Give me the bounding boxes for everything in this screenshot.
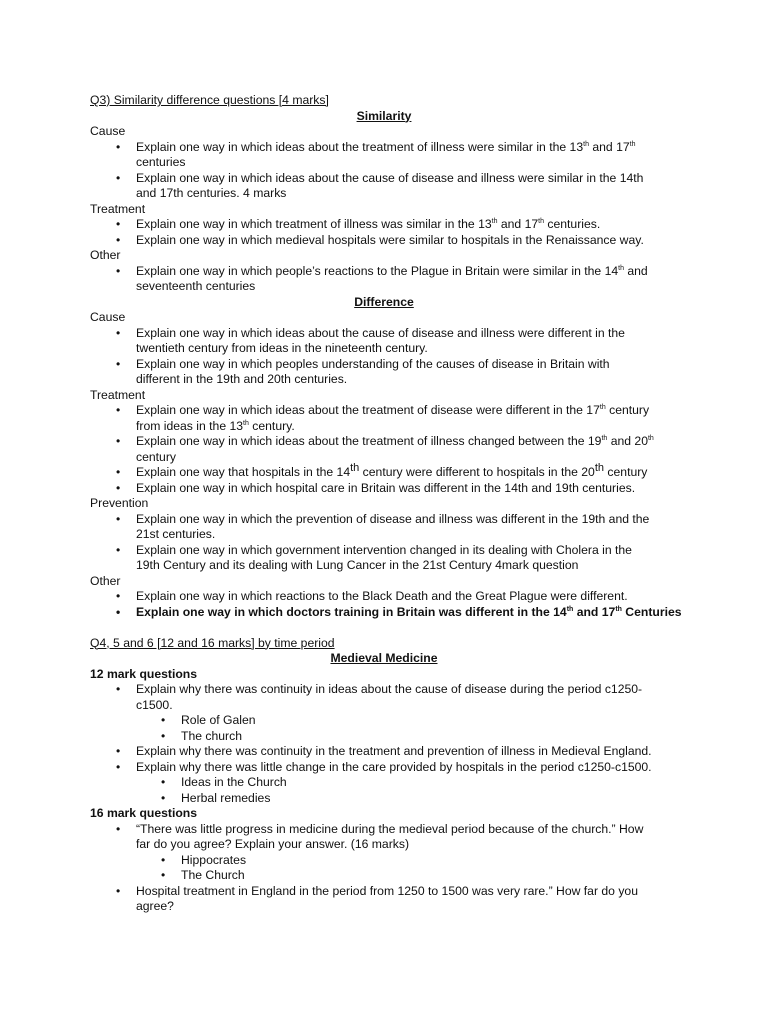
sub-list-item: • Hippocrates — [90, 853, 690, 869]
sim-other-label: Other — [90, 248, 121, 262]
list-item: • Explain one way in which hospital care in Britain was different in the 14th and 19th centuries. — [90, 481, 690, 497]
sub-list-item: • Role of Galen — [90, 713, 690, 729]
diff-other-label: Other — [90, 573, 121, 588]
list-item: • Explain one way in which ideas about the treatment of illness were similar in the 13th and 17th — [90, 140, 690, 156]
list-item: • Explain one way in which doctors training in Britain was different in the 14th and 17th Centuries — [90, 605, 690, 621]
list-item: • “There was little progress in medicine during the medieval period because of the church.” How — [90, 822, 690, 838]
q3-heading: Q3) Similarity difference questions [4 marks] — [90, 93, 329, 107]
difference-title: Difference — [354, 294, 414, 309]
list-item: • Explain one way in which government intervention changed in its dealing with Cholera in the — [90, 543, 690, 559]
spacer — [90, 620, 690, 636]
list-item-cont: seventeenth centuries — [136, 279, 256, 293]
sim-treatment-label: Treatment — [90, 201, 146, 216]
list-item: • Explain why there was continuity in ideas about the cause of disease during the period c1250- — [90, 682, 690, 698]
list-item: • Explain one way in which people’s reactions to the Plague in Britain were similar in the 14th and — [90, 264, 690, 280]
sim-cause-label: Cause — [90, 124, 126, 138]
list-item-cont: 21st centuries. — [136, 527, 216, 541]
list-item-cont: centuries — [136, 155, 186, 169]
list-item: • Explain one way in which peoples understanding of the causes of disease in Britain with — [90, 357, 690, 373]
sixteen-mark-label: 16 mark questions — [90, 806, 198, 820]
list-item: • Explain one way that hospitals in the 14th century were different to hospitals in the 20th century — [90, 465, 690, 481]
list-item: • Explain one way in which treatment of illness was similar in the 13th and 17th centuries. — [90, 217, 690, 233]
list-item: • Explain one way in which ideas about the treatment of illness changed between the 19th and 20th — [90, 434, 690, 450]
list-item: • Explain one way in which ideas about the cause of disease and illness were similar in the 14th — [90, 171, 690, 187]
diff-treatment-label: Treatment — [90, 387, 146, 402]
sub-list-item: • Ideas in the Church — [90, 775, 690, 791]
diff-prevention-label: Prevention — [90, 496, 149, 510]
list-item: • Explain why there was continuity in the treatment and prevention of illness in Medieval England. — [90, 744, 690, 760]
list-item: • Explain one way in which ideas about the cause of disease and illness were different in the — [90, 326, 690, 342]
list-item: • Explain one way in which the prevention of disease and illness was different in the 19th and the — [90, 512, 690, 528]
sub-list-item: • The church — [90, 729, 690, 745]
list-item: • Explain one way in which ideas about the treatment of disease were different in the 17th century — [90, 403, 690, 419]
q4-heading: Q4, 5 and 6 [12 and 16 marks] by time period — [90, 635, 335, 650]
list-item-cont: twentieth century from ideas in the nineteenth century. — [136, 341, 428, 355]
list-item: • Explain one way in which medieval hospitals were similar to hospitals in the Renaissance way. — [90, 233, 690, 249]
sub-list-item: • The Church — [90, 868, 690, 884]
list-item-cont: far do you agree? Explain your answer. (16 marks) — [136, 837, 409, 851]
list-item-cont: agree? — [136, 899, 174, 913]
list-item-cont: 19th Century and its dealing with Lung Cancer in the 21st Century 4mark question — [136, 558, 579, 572]
list-item-cont: different in the 19th and 20th centuries. — [136, 372, 348, 386]
list-item-cont: from ideas in the 13th century. — [136, 418, 295, 433]
sub-list-item: • Herbal remedies — [90, 791, 690, 807]
diff-cause-label: Cause — [90, 310, 126, 324]
list-item: • Explain why there was little change in the care provided by hospitals in the period c1250-c1500. — [90, 760, 690, 776]
period-title: Medieval Medicine — [330, 651, 438, 665]
document-page — [90, 93, 690, 915]
list-item-cont: c1500. — [136, 697, 173, 712]
list-item-cont: century — [136, 449, 176, 464]
list-item: • Explain one way in which reactions to the Black Death and the Great Plague were different. — [90, 589, 690, 605]
list-item: • Hospital treatment in England in the period from 1250 to 1500 was very rare.” How far do you — [90, 884, 690, 900]
similarity-title: Similarity — [356, 108, 412, 123]
list-item-cont: and 17th centuries. 4 marks — [136, 186, 287, 200]
twelve-mark-label: 12 mark questions — [90, 666, 198, 681]
